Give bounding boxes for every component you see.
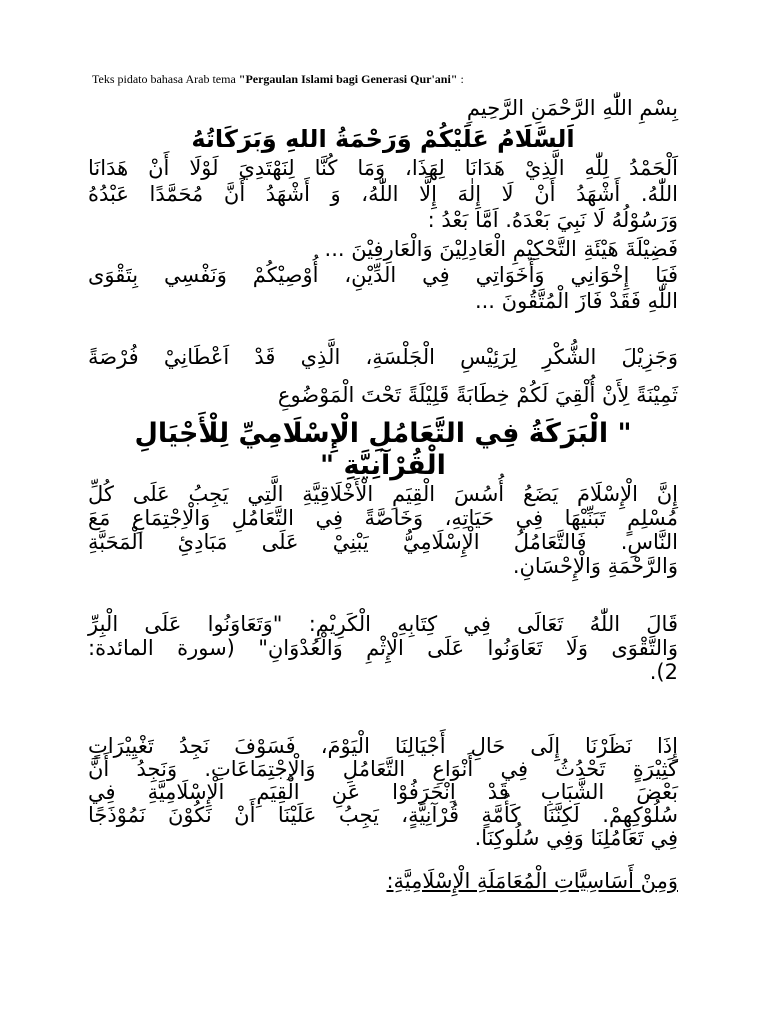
para3-line: بَعْضَ الشَّبَابِ قَدْ اِنْحَرَفُوْا عَنِ الْقِيَمِ الْإِسْلَامِيَّةِ فِي [88,780,678,804]
paragraph-islam-values [88,482,678,578]
para3-line: كَثِيْرَةٍ تَحْدُثُ فِي أَنْوَاعِ التَّعَامُلِ وَالْاِجْتِمَاعَاتِ. وَنَجِدُ أَنَّ [88,757,678,781]
intro-line [92,72,692,87]
subheading-basics: وَمِنْ أَسَاسِيَّاتِ الْمُعَامَلَةِ الْإِسْلَامِيَّةِ: [386,869,678,893]
para1-line: وَالرَّحْمَةِ وَالْإِحْسَانِ. [512,554,678,578]
address-line: فَضِيْلَةَ هَيْئَةِ التَّحْكِيْمِ الْعَادِلِيْنَ وَالْعَارِفِيْنَ ... [324,237,678,261]
address-line: فَيَا إِخْوَانِي وَأَخَوَاتِي فِي الدِّيْنِ، أُوْصِيْكُمْ وَنَفْسِي بِتَقْوَى [88,263,678,287]
thanks-paragraph [88,338,678,414]
address-line: اللّٰهِ فَقَدْ فَازَ الْمُتَّقُونَ ... [474,289,678,313]
thanks-line: وَجَزِيْلَ الشُّكْرِ لِرَئِيْسِ الْجَلْسَةِ، الَّذِي قَدْ اَعْطَانِيْ فُرْصَةً [88,345,678,369]
para3-line: سُلُوْكِهِمْ. لَكِنَّنَا كَأُمَّةٍ قُرْآنِيَّةٍ، يَجِبُ عَلَيْنَا أَنْ نَكُوْنَ نَمُوْذَجًا [88,803,678,827]
intro-suffix: : [457,72,464,86]
para2-line: 2). [649,660,678,684]
para3-line: إِذَا نَظَرْنَا إِلَى حَالِ أَجْيَالِنَا الْيَوْمَ، فَسَوْفَ نَجِدُ تَغْيِيْرَاتٍ [88,734,678,758]
para2-line: قَالَ اللّٰهُ تَعَالَى فِي كِتَابِهِ الْكَرِيْمِ: "وَتَعَاوَنُوا عَلَى الْبِرِّ [88,612,678,636]
opening-paragraph [88,155,678,233]
opening-line: اللّٰهُ. أَشْهَدُ أَنْ لَا إِلٰهَ إِلَّا اللّٰهُ، وَ أَشْهَدُ أَنَّ مُحَمَّدًا عَبْدُهُ [88,182,678,206]
basmalah: بِسْمِ اللّٰهِ الرَّحْمَنِ الرَّحِيمِ [466,96,678,120]
title-line: " الْبَرَكَةُ فِي التَّعَامُلِ الْإِسْلَامِيِّ لِلْأَجْيَالِ [134,418,632,449]
paragraph-generations [88,735,678,850]
thanks-line: ثَمِيْنَةً لِأَنْ أُلْقِيَ لَكُمْ خِطَابَةً قَلِيْلَةً تَحْتَ الْمَوْضُوعِ [277,383,678,407]
para1-line: مُسْلِمٍ تَبَنِّيْهَا فِي حَيَاتِهِ، وَخَاصَّةً فِي التَّعَامُلِ وَالْاِجْتِمَاعِ مَعَ [88,506,678,530]
para1-line: النَّاسِ. فَالتَّعَامُلُ الْإِسْلَامِيُّ يَبْنِيْ عَلَى مَبَادِئِ الْمَحَبَّةِ [88,530,678,554]
para2-line: وَالتَّقْوَى وَلَا تَعَاوَنُوا عَلَى الْإِثْمِ وَالْعُدْوَانِ" (سورة المائدة: [88,636,678,660]
para3-line: فِي تَعَامُلِنَا وَفِي سُلُوكِنَا. [474,826,678,850]
intro-prefix: Teks pidato bahasa Arab tema [92,72,239,86]
address-paragraph [88,236,678,314]
salam-greeting: اَلسَّلَامُ عَلَيْكُمْ وَرَحْمَةُ اللهِ وَبَرَكَاتُهُ [191,125,575,153]
intro-theme: "Pergaulan Islami bagi Generasi Qur'ani" [238,72,458,86]
paragraph-quran-verse [88,612,678,684]
title-line: الْقُرْآنِيَّةِ " [320,450,446,481]
opening-line: وَرَسُوْلُهُ لَا نَبِيَ بَعْدَهُ. اَمَّا بَعْدُ : [427,208,678,232]
speech-title [88,418,678,482]
opening-line: اَلْحَمْدُ لِلّٰهِ الَّذِيْ هَدَانَا لِهَذَا، وَمَا كُنَّا لِنَهْتَدِيَ لَوْلَا أَنْ هَدَانَا [88,156,678,180]
para1-line: إِنَّ الْإِسْلَامَ يَضَعُ أُسُسَ الْقِيَمِ الْأَخْلَاقِيَّةِ الَّتِي يَجِبُ عَلَى كُلِّ [88,482,678,506]
